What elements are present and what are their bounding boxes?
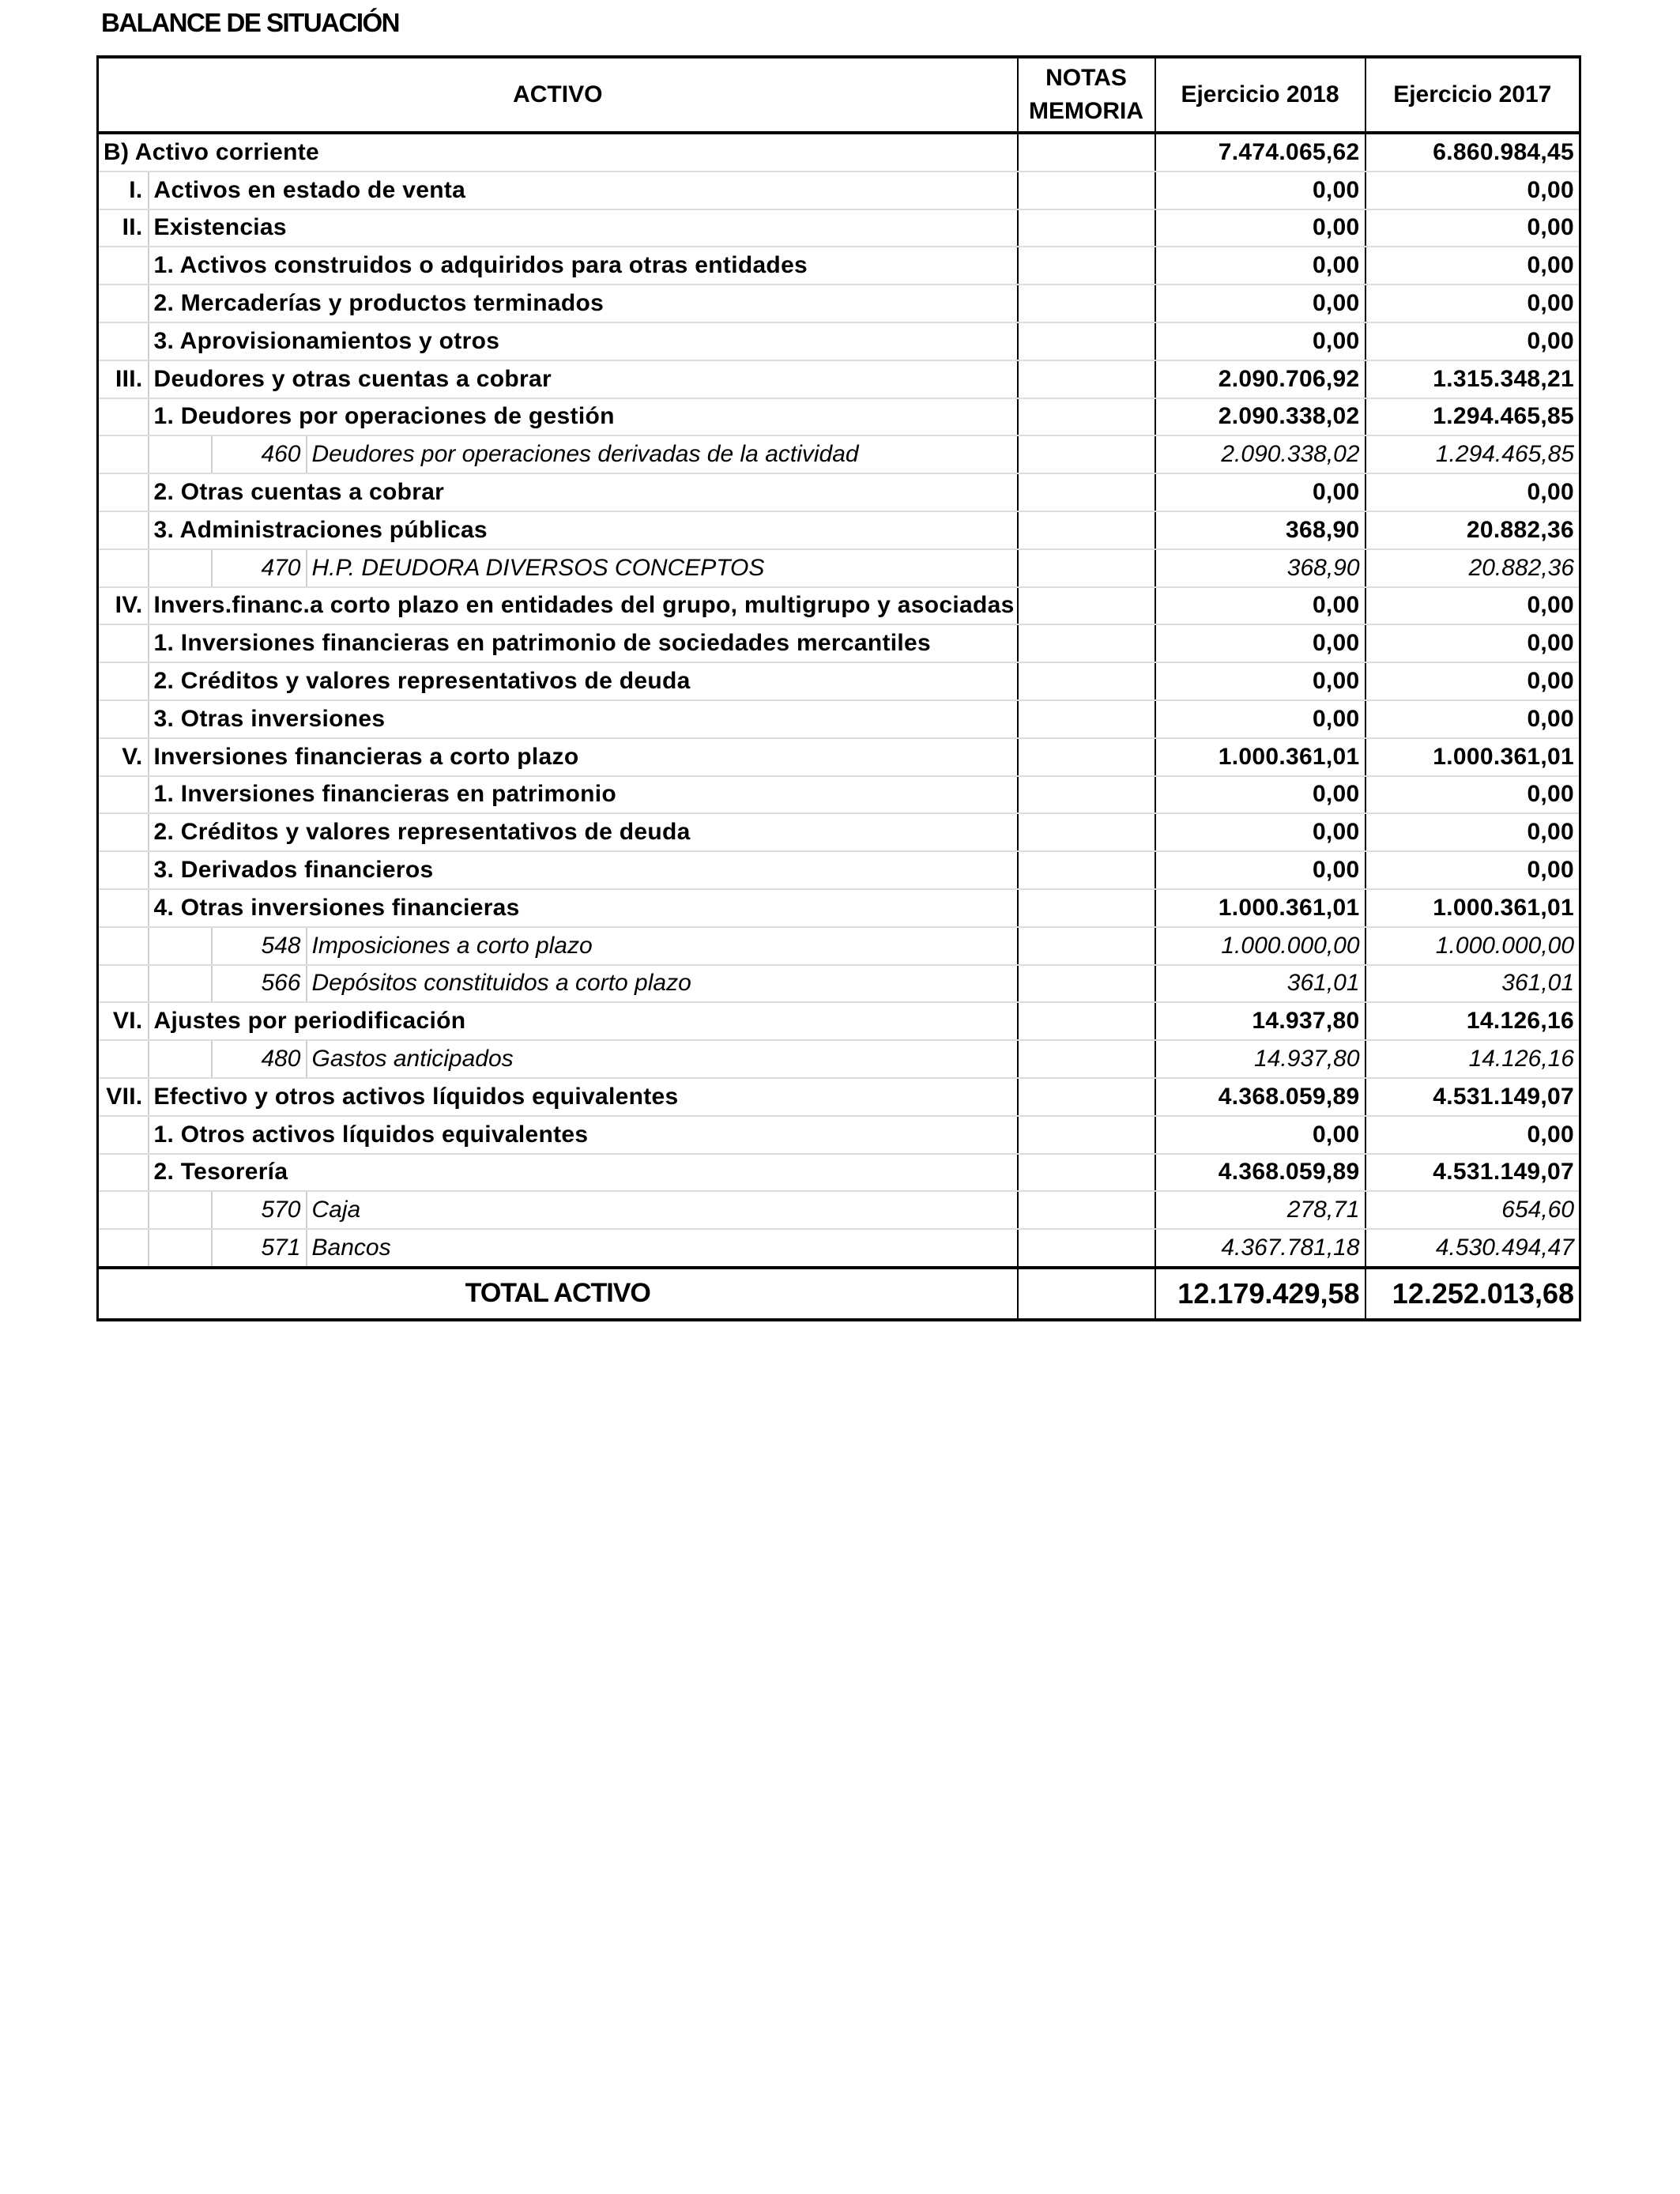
row-value-2018: 0,00 [1155,172,1365,209]
row-notas [1018,511,1155,549]
table-row [98,587,1580,625]
row-notas [1018,1154,1155,1192]
row-notas [1018,851,1155,889]
table-row [98,1191,1580,1229]
row-value-2017: 0,00 [1365,172,1580,209]
row-value-2018: 368,90 [1155,549,1365,587]
row-value-2018: 278,71 [1155,1191,1365,1229]
row-value-2017: 20.882,36 [1365,511,1580,549]
row-value-2018: 0,00 [1155,776,1365,814]
row-value-2018: 0,00 [1155,209,1365,247]
row-indent [98,889,149,927]
row-notas [1018,927,1155,965]
table-row [98,435,1580,473]
row-value-2017: 1.294.465,85 [1365,398,1580,436]
row-label: 2. Mercaderías y productos terminados [149,285,1018,322]
row-indent [98,285,149,322]
row-value-2018: 7.474.065,62 [1155,133,1365,172]
row-label: Inversiones financieras a corto plazo [149,738,1018,776]
row-value-2018: 4.368.059,89 [1155,1154,1365,1192]
row-value-2017: 0,00 [1365,851,1580,889]
row-value-2017: 14.126,16 [1365,1040,1580,1078]
row-indent [98,511,149,549]
row-value-2017: 4.531.149,07 [1365,1154,1580,1192]
total-label: TOTAL ACTIVO [98,1268,1018,1320]
row-indent [98,927,149,965]
row-account-code: 460 [212,435,307,473]
row-label: 1. Inversiones financieras en patrimonio [149,776,1018,814]
row-label: 2. Otras cuentas a cobrar [149,473,1018,511]
table-row [98,511,1580,549]
row-indent [98,965,149,1003]
row-notas [1018,247,1155,285]
row-value-2018: 2.090.706,92 [1155,360,1365,398]
row-indent [149,435,212,473]
row-account-code: 570 [212,1191,307,1229]
table-row [98,1002,1580,1040]
row-label: 2. Créditos y valores representativos de deuda [149,813,1018,851]
row-value-2018: 0,00 [1155,1116,1365,1154]
row-notas [1018,700,1155,738]
header-activo: ACTIVO [98,57,1018,133]
table-row [98,927,1580,965]
row-value-2017: 4.530.494,47 [1365,1229,1580,1268]
row-value-2018: 0,00 [1155,285,1365,322]
table-row [98,738,1580,776]
row-value-2017: 0,00 [1365,1116,1580,1154]
row-notas [1018,360,1155,398]
row-label: 2. Créditos y valores representativos de deuda [149,662,1018,700]
row-label: Depósitos constituidos a corto plazo [307,965,1018,1003]
row-value-2017: 0,00 [1365,247,1580,285]
row-value-2018: 0,00 [1155,624,1365,662]
table-row [98,360,1580,398]
row-indent [98,1154,149,1192]
row-value-2017: 6.860.984,45 [1365,133,1580,172]
row-label: Gastos anticipados [307,1040,1018,1078]
row-value-2018: 14.937,80 [1155,1040,1365,1078]
row-indent [149,1191,212,1229]
table-row [98,1154,1580,1192]
row-notas [1018,133,1155,172]
row-label: Deudores por operaciones derivadas de la actividad [307,435,1018,473]
row-label: 1. Deudores por operaciones de gestión [149,398,1018,436]
row-roman-numeral: V. [98,738,149,776]
row-value-2017: 0,00 [1365,662,1580,700]
row-notas [1018,1116,1155,1154]
row-value-2018: 1.000.361,01 [1155,738,1365,776]
row-label: Existencias [149,209,1018,247]
row-label: Invers.financ.a corto plazo en entidades del grupo, multigrupo y asociadas [149,587,1018,625]
row-roman-numeral: I. [98,172,149,209]
row-account-code: 548 [212,927,307,965]
row-account-code: 566 [212,965,307,1003]
row-value-2018: 0,00 [1155,473,1365,511]
row-account-code: 480 [212,1040,307,1078]
row-indent [98,549,149,587]
row-value-2018: 0,00 [1155,851,1365,889]
row-notas [1018,813,1155,851]
row-indent [98,624,149,662]
row-notas [1018,172,1155,209]
table-row [98,1116,1580,1154]
row-indent [98,398,149,436]
row-indent [98,247,149,285]
table-row [98,1078,1580,1116]
row-label: 1. Otros activos líquidos equivalentes [149,1116,1018,1154]
table-row [98,133,1580,172]
row-notas [1018,322,1155,360]
table-row [98,247,1580,285]
row-indent [98,813,149,851]
row-value-2017: 0,00 [1365,700,1580,738]
row-value-2017: 20.882,36 [1365,549,1580,587]
row-value-2018: 0,00 [1155,662,1365,700]
row-label: Ajustes por periodificación [149,1002,1018,1040]
row-value-2017: 0,00 [1365,209,1580,247]
row-indent [98,1229,149,1268]
row-notas [1018,1040,1155,1078]
row-value-2018: 0,00 [1155,700,1365,738]
table-row [98,662,1580,700]
row-label: H.P. DEUDORA DIVERSOS CONCEPTOS [307,549,1018,587]
table-row [98,549,1580,587]
row-indent [98,435,149,473]
total-value-2017: 12.252.013,68 [1365,1268,1580,1320]
page-title: BALANCE DE SITUACIÓN [101,8,400,37]
table-row [98,1229,1580,1268]
row-value-2017: 14.126,16 [1365,1002,1580,1040]
row-notas [1018,738,1155,776]
row-value-2017: 654,60 [1365,1191,1580,1229]
row-value-2018: 0,00 [1155,322,1365,360]
row-indent [98,473,149,511]
row-label: 3. Aprovisionamientos y otros [149,322,1018,360]
row-indent [149,927,212,965]
row-notas [1018,889,1155,927]
row-indent [98,776,149,814]
row-account-code: 571 [212,1229,307,1268]
row-label: 1. Activos construidos o adquiridos para otras entidades [149,247,1018,285]
total-notas [1018,1268,1155,1320]
row-notas [1018,435,1155,473]
row-value-2017: 0,00 [1365,587,1580,625]
row-account-code: 470 [212,549,307,587]
row-value-2017: 0,00 [1365,473,1580,511]
row-label: Imposiciones a corto plazo [307,927,1018,965]
row-notas [1018,473,1155,511]
table-row [98,700,1580,738]
row-notas [1018,1002,1155,1040]
row-value-2017: 0,00 [1365,813,1580,851]
table-row [98,398,1580,436]
row-indent [149,1040,212,1078]
row-roman-numeral: VII. [98,1078,149,1116]
header-notas-memoria: NOTAS MEMORIA [1018,57,1155,133]
table-row [98,776,1580,814]
table-row [98,285,1580,322]
row-notas [1018,1078,1155,1116]
row-label: 2. Tesorería [149,1154,1018,1192]
table-row [98,889,1580,927]
row-value-2018: 1.000.361,01 [1155,889,1365,927]
row-value-2017: 0,00 [1365,776,1580,814]
row-value-2018: 14.937,80 [1155,1002,1365,1040]
row-value-2018: 361,01 [1155,965,1365,1003]
row-value-2017: 361,01 [1365,965,1580,1003]
row-indent [149,1229,212,1268]
row-label: Activos en estado de venta [149,172,1018,209]
row-notas [1018,587,1155,625]
table-row [98,1040,1580,1078]
table-row [98,624,1580,662]
row-roman-numeral: III. [98,360,149,398]
header-ejercicio-2017: Ejercicio 2017 [1365,57,1580,133]
row-label: Caja [307,1191,1018,1229]
row-value-2018: 0,00 [1155,247,1365,285]
total-row [98,1268,1580,1320]
row-value-2018: 4.367.781,18 [1155,1229,1365,1268]
row-indent [98,1116,149,1154]
row-notas [1018,1191,1155,1229]
row-indent [149,549,212,587]
table-row [98,851,1580,889]
header-ejercicio-2018: Ejercicio 2018 [1155,57,1365,133]
row-value-2018: 2.090.338,02 [1155,435,1365,473]
table-header [98,57,1580,133]
row-label: 3. Administraciones públicas [149,511,1018,549]
row-label: Deudores y otras cuentas a cobrar [149,360,1018,398]
row-indent [149,965,212,1003]
row-notas [1018,1229,1155,1268]
row-roman-numeral: II. [98,209,149,247]
total-value-2018: 12.179.429,58 [1155,1268,1365,1320]
row-roman-numeral: VI. [98,1002,149,1040]
row-value-2018: 2.090.338,02 [1155,398,1365,436]
row-notas [1018,549,1155,587]
row-value-2018: 0,00 [1155,587,1365,625]
row-label: 3. Derivados financieros [149,851,1018,889]
row-indent [98,1191,149,1229]
table-row [98,209,1580,247]
row-value-2018: 368,90 [1155,511,1365,549]
table-row [98,172,1580,209]
row-indent [98,1040,149,1078]
row-value-2017: 1.294.465,85 [1365,435,1580,473]
table-row [98,322,1580,360]
row-notas [1018,398,1155,436]
row-notas [1018,624,1155,662]
row-value-2017: 0,00 [1365,285,1580,322]
row-roman-numeral: IV. [98,587,149,625]
row-value-2017: 1.315.348,21 [1365,360,1580,398]
table-row [98,965,1580,1003]
row-notas [1018,776,1155,814]
row-value-2017: 0,00 [1365,624,1580,662]
row-indent [98,322,149,360]
row-label: Bancos [307,1229,1018,1268]
balance-table [96,55,1581,1321]
row-indent [98,662,149,700]
row-label: 4. Otras inversiones financieras [149,889,1018,927]
row-value-2018: 0,00 [1155,813,1365,851]
row-value-2018: 1.000.000,00 [1155,927,1365,965]
row-notas [1018,965,1155,1003]
row-notas [1018,285,1155,322]
row-label: 1. Inversiones financieras en patrimonio de sociedades mercantiles [149,624,1018,662]
row-notas [1018,662,1155,700]
table-row [98,473,1580,511]
row-indent [98,851,149,889]
row-label: Efectivo y otros activos líquidos equivalentes [149,1078,1018,1116]
row-value-2017: 1.000.361,01 [1365,738,1580,776]
row-value-2017: 1.000.361,01 [1365,889,1580,927]
row-value-2017: 4.531.149,07 [1365,1078,1580,1116]
row-value-2018: 4.368.059,89 [1155,1078,1365,1116]
row-indent [98,700,149,738]
table-row [98,813,1580,851]
row-label: B) Activo corriente [98,133,1018,172]
row-notas [1018,209,1155,247]
row-value-2017: 0,00 [1365,322,1580,360]
row-value-2017: 1.000.000,00 [1365,927,1580,965]
row-label: 3. Otras inversiones [149,700,1018,738]
